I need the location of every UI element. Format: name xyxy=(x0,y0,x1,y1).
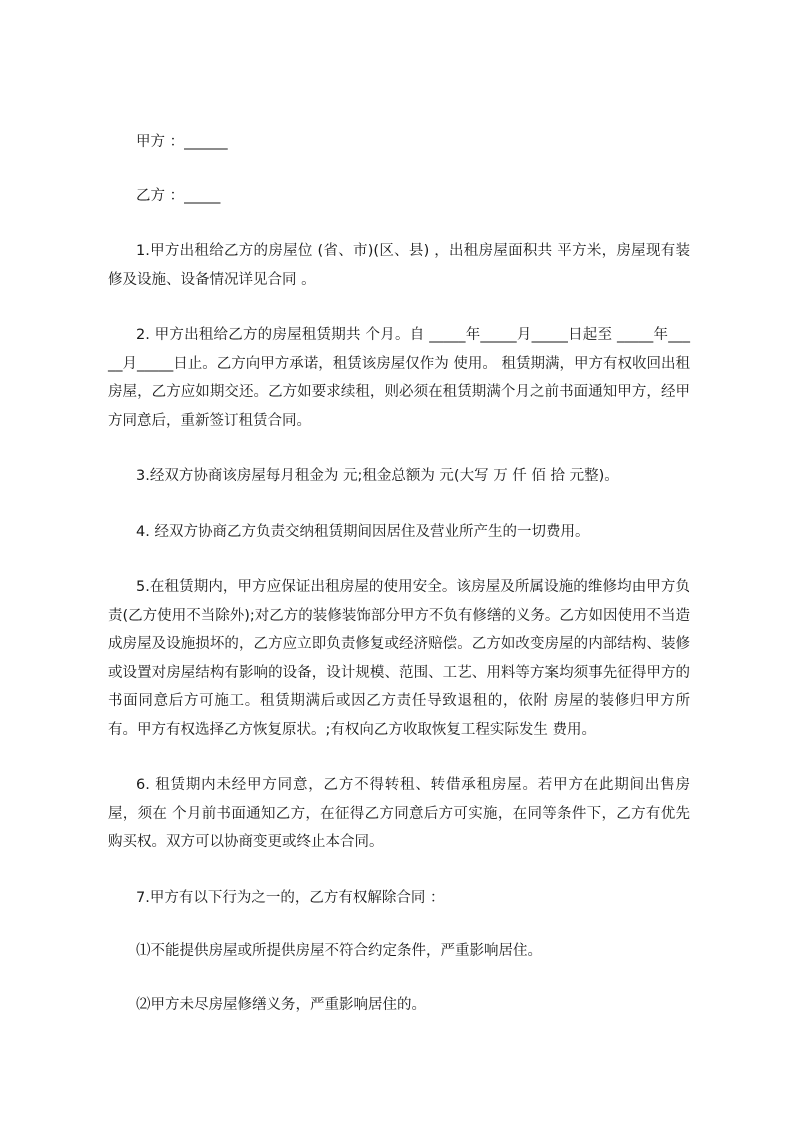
clause-2: 2. 甲方出租给乙方的房屋租赁期共 个月。自 _____年_____月_____日起至 _____年_____月_____日止。乙方向甲方承诺，租赁该房屋仅作为 使用。 租赁期满，甲方有权收回出租房屋，乙方应如期交还。乙方如要求续租，则必须在租赁期满个月之前书面通知甲方，经甲方同意后，重新签订租赁合同。 xyxy=(108,327,690,429)
clause-6: 6. 租赁期内未经甲方同意，乙方不得转租、转借承租房屋。若甲方在此期间出售房屋，须在 个月前书面通知乙方，在征得乙方同意后方可实施，在同等条件下，乙方有优先购买权。双方可以协商变更或终止本合同。 xyxy=(108,777,690,850)
clause-7-item-2: ⑵甲方未尽房屋修缮义务，严重影响居住的。 xyxy=(136,996,426,1013)
clause-1: 1.甲方出租给乙方的房屋位 (省、市)(区、县) ，出租房屋面积共 平方米，房屋现有装修及设施、设备情况详见合同 。 xyxy=(108,243,690,288)
contract-body xyxy=(108,128,690,1019)
clause-3: 3.经双方协商该房屋每月租金为 元;租金总额为 元(大写 万 仟 佰 拾 元整)。 xyxy=(136,468,619,484)
clause-4: 4. 经双方协商乙方负责交纳租赁期间因居住及营业所产生的一切费用。 xyxy=(136,523,590,540)
party-b-line: 乙方 ：_____ xyxy=(136,188,221,204)
clause-5: 5.在租赁期内，甲方应保证出租房屋的使用安全。该房屋及所属设施的维修均由甲方负责(乙方使用不当除外);对乙方的装修装饰部分甲方不负有修缮的义务。乙方如因使用不当造成房屋及设施损坏的，乙方应立即负责修复或经济赔偿。乙方如改变房屋的内部结构、装修或设置对房屋结构有影响的设备，设计规模、范围、工艺、用料等方案均须事先征得甲方的书面同意后方可施工。租赁期满后或因乙方责任导致退租的，依附 房屋的装修归甲方所有。甲方有权选择乙方恢复原状。;有权向乙方收取恢复工程实际发生 费用。 xyxy=(108,579,690,738)
clause-7-item-1: ⑴不能提供房屋或所提供房屋不符合约定条件，严重影响居住。 xyxy=(136,943,542,959)
clause-7: 7.甲方有以下行为之一的，乙方有权解除合同 ： xyxy=(136,889,445,906)
party-a-line: 甲方 ：______ xyxy=(136,134,228,150)
